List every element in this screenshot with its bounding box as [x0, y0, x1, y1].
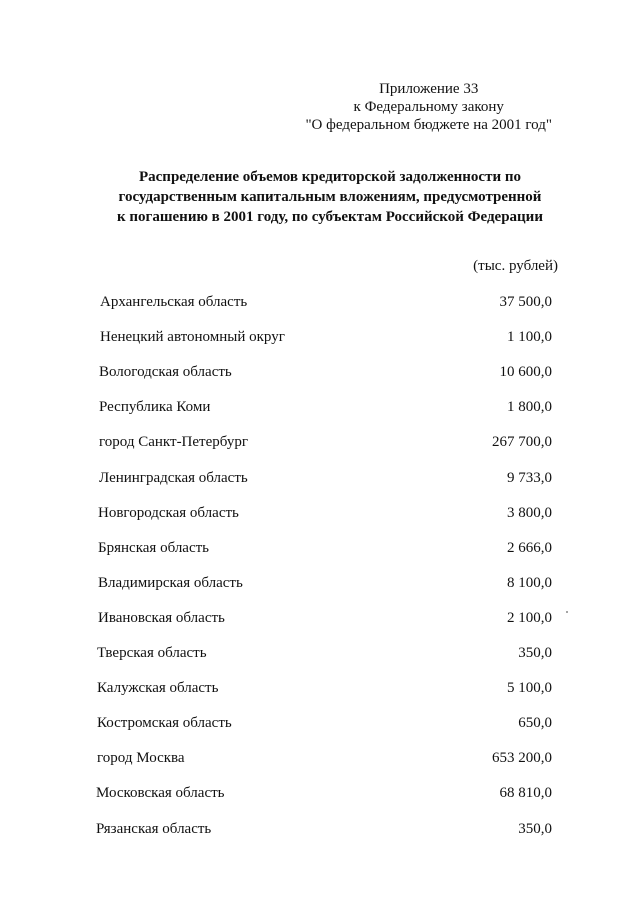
- region-amount: 2 100,0: [507, 609, 552, 626]
- region-amount: 9 733,0: [507, 469, 552, 486]
- document-title-line-1: Распределение объемов кредиторской задолженности по: [138, 169, 521, 185]
- region-amount: 5 100,0: [507, 680, 552, 697]
- region-amount: 653 200,0: [492, 750, 552, 767]
- region-amount: 3 800,0: [507, 504, 552, 521]
- region-amount: 8 100,0: [507, 574, 552, 591]
- table-row: [98, 538, 552, 558]
- region-name: Владимирская область: [98, 574, 243, 591]
- table-row: [98, 573, 552, 593]
- region-amount: 10 600,0: [499, 364, 552, 381]
- region-name: Московская область: [96, 785, 225, 802]
- table-row: [97, 713, 552, 733]
- region-name: Архангельская область: [100, 294, 248, 310]
- table-row: [99, 432, 552, 452]
- document-title-line-2: государственным капитальным вложениям, предусмотренной: [118, 189, 542, 205]
- appendix-law-ref: к Федеральному закону: [353, 99, 504, 115]
- region-name: Ленинградская область: [99, 469, 248, 486]
- region-name: Калужская область: [97, 680, 219, 697]
- region-amount: 68 810,0: [499, 785, 552, 802]
- appendix-number: Приложение 33: [379, 81, 479, 97]
- region-amount: 2 666,0: [507, 539, 552, 556]
- region-amount: 350,0: [518, 645, 552, 661]
- region-name: Новгородская область: [98, 504, 239, 521]
- region-name: Рязанская область: [96, 820, 212, 837]
- document-title: [95, 167, 565, 227]
- table-row: [100, 292, 552, 312]
- table-row: [99, 362, 552, 382]
- region-amount: 350,0: [518, 820, 552, 837]
- table-row: [96, 783, 552, 803]
- document-title-line-3: к погашению в 2001 году, по субъектам Российской Федерации: [117, 209, 543, 225]
- units-label: (тыс. рублей): [473, 258, 558, 274]
- table-row: [99, 468, 552, 488]
- table-row: [96, 819, 552, 839]
- table-row: [98, 503, 552, 523]
- region-name: Брянская область: [98, 539, 210, 556]
- region-name: Тверская область: [97, 645, 207, 661]
- region-name: город Санкт-Петербург: [99, 434, 248, 451]
- table-row: [100, 327, 552, 347]
- region-amount: 1 800,0: [507, 399, 552, 416]
- region-name: Вологодская область: [99, 364, 232, 381]
- table-row: [97, 678, 552, 698]
- region-amount: 37 500,0: [499, 294, 552, 310]
- region-amount: 267 700,0: [492, 434, 552, 451]
- region-name: Ненецкий автономный округ: [100, 329, 285, 346]
- region-name: город Москва: [97, 750, 185, 767]
- scan-speck: [566, 611, 568, 613]
- region-name: Костромская область: [97, 715, 232, 732]
- appendix-law-title: "О федеральном бюджете на 2001 год": [305, 117, 552, 133]
- table-row: [97, 643, 552, 663]
- region-amount: 1 100,0: [507, 329, 552, 346]
- region-name: Республика Коми: [99, 399, 211, 416]
- region-amount: 650,0: [518, 715, 552, 732]
- appendix-header: [305, 80, 552, 134]
- region-name: Ивановская область: [98, 609, 225, 626]
- table-row: [97, 748, 552, 768]
- table-row: [98, 608, 552, 628]
- table-row: [99, 397, 552, 417]
